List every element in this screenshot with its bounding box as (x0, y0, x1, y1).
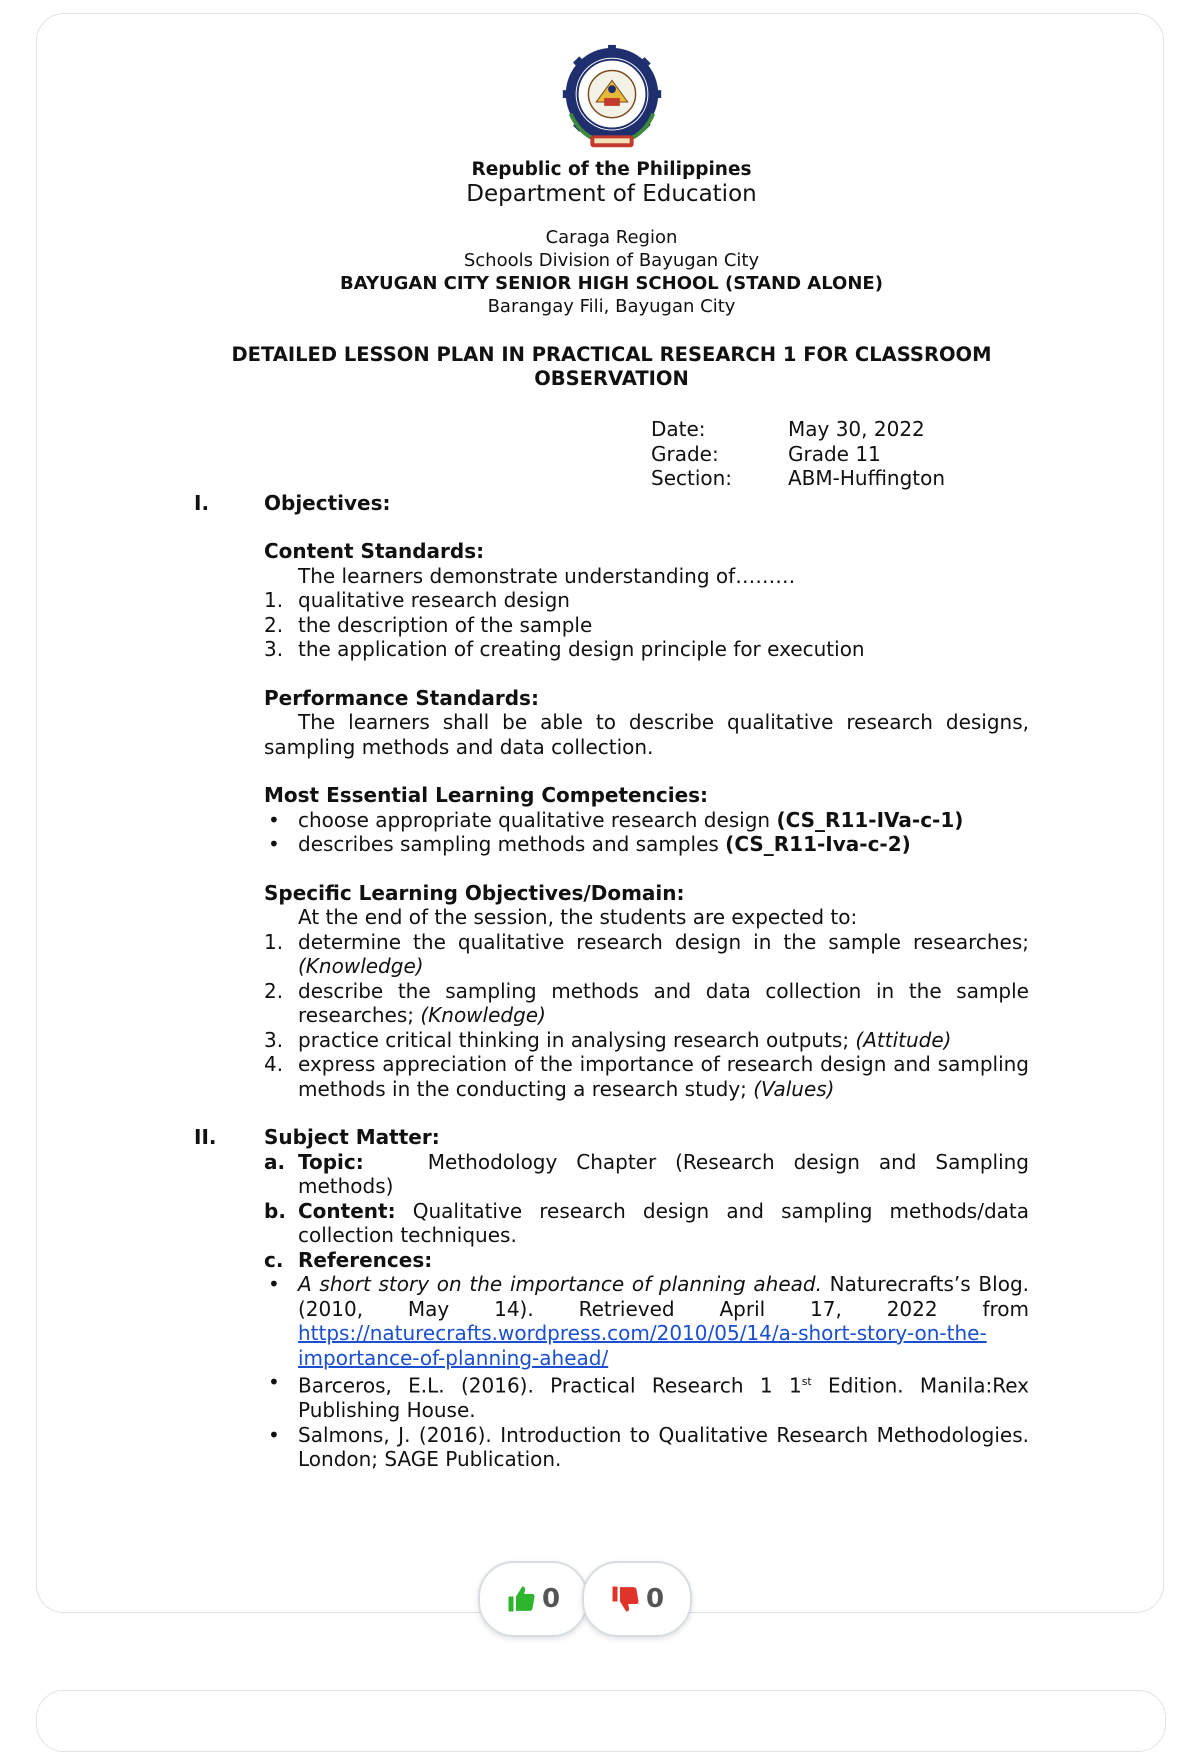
references-list (264, 1272, 1029, 1472)
subject-matter-list (264, 1150, 1029, 1273)
next-card (36, 1690, 1166, 1752)
vote-group (478, 1561, 692, 1637)
content-row: b. Content: Qualitative research design and sampling methods/data collection techniques. (264, 1198, 1029, 1247)
meta-date: Date: May 30, 2022 (651, 417, 925, 441)
list-item: 3. practice critical thinking in analysing research outputs; (Attitude) (264, 1027, 952, 1052)
meta-section: Section: ABM-Huffington (651, 466, 946, 490)
subject-matter-heading: II. Subject Matter: (194, 1125, 440, 1149)
reference-item: • A short story on the importance of planning ahead. Naturecrafts’s Blog. (2010, May 14). Retrieved April 17, 2022 from https://naturecrafts.wordpress.com/2010/05/14/a-short-story-on-the-importance-of-planning-ahead/ (268, 1272, 1029, 1370)
references-row: c. References: (264, 1247, 433, 1272)
objectives-heading: I. Objectives: (194, 490, 391, 515)
subject-matter-body (194, 1150, 1029, 1472)
topic-row: a. Topic: Methodology Chapter (Research design and Sampling methods) (264, 1149, 1029, 1198)
thumbs-down-count: 0 (645, 1584, 665, 1614)
address-line: Barangay Fili, Bayugan City (487, 296, 736, 317)
school-line: BAYUGAN CITY SENIOR HIGH SCHOOL (STAND ALONE) (340, 273, 883, 294)
school-seal-icon (553, 44, 671, 156)
content-standards-heading: Content Standards: (264, 539, 485, 563)
meta-grade: Grade: Grade 11 (651, 441, 881, 466)
performance-standards-text: The learners shall be able to describe qualitative research designs, sampling methods and data collection. (264, 710, 1029, 759)
reference-item: • Salmons, J. (2016). Introduction to Qualitative Research Methodologies. London; SAGE Publication. (268, 1422, 1029, 1472)
specific-objectives-list (264, 930, 1029, 1102)
content-standards-intro: The learners demonstrate understanding of……… (298, 563, 796, 588)
republic-line: Republic of the Philippines (471, 159, 752, 180)
region-line: Caraga Region (545, 227, 678, 248)
thumbs-up-button[interactable] (478, 1561, 588, 1637)
lesson-plan-title: DETAILED LESSON PLAN IN PRACTICAL RESEARCH 1 FOR CLASSROOM OBSERVATION (231, 343, 992, 390)
list-item: 2. describe the sampling methods and data collection in the sample researches; (Knowledge) (264, 978, 1029, 1027)
thumbs-up-count: 0 (541, 1584, 561, 1614)
melc-heading: Most Essential Learning Competencies: (264, 783, 709, 807)
content-standards-list (264, 588, 1029, 662)
list-item: 1. determine the qualitative research design in the sample researches; (Knowledge) (264, 929, 1029, 978)
document-page (194, 44, 1029, 1472)
melc-list (264, 808, 1029, 857)
specific-objectives-heading: Specific Learning Objectives/Domain: (264, 880, 685, 905)
list-item: 1. qualitative research design (264, 588, 570, 612)
thumbs-down-button[interactable] (582, 1561, 692, 1637)
list-item: 3. the application of creating design principle for execution (264, 637, 865, 661)
reference-item: • Barceros, E.L. (2016). Practical Research 1 1st Edition. Manila:Rex Publishing House. (268, 1370, 1030, 1423)
list-item: • describes sampling methods and samples (CS_R11-Iva-c-2) (268, 832, 911, 856)
reference-link[interactable]: https://naturecrafts.wordpress.com/2010/05/14/a-short-story-on-the-importance-of-planning-ahead/ (298, 1321, 987, 1370)
thumbs-down-icon (610, 1584, 640, 1614)
specific-objectives-intro: At the end of the session, the students are expected to: (298, 905, 858, 929)
department-line: Department of Education (466, 181, 757, 207)
list-item: 4. express appreciation of the importance of research design and sampling methods in the conducting a research study; (Values) (264, 1052, 1029, 1101)
list-item: 2. the description of the sample (264, 612, 593, 637)
meta-block (651, 417, 1029, 491)
performance-standards-heading: Performance Standards: (264, 685, 539, 710)
division-line: Schools Division of Bayugan City (463, 250, 760, 271)
list-item: • choose appropriate qualitative research design (CS_R11-IVa-c-1) (268, 807, 964, 832)
thumbs-up-icon (506, 1584, 536, 1614)
objectives-body (194, 539, 1029, 1101)
